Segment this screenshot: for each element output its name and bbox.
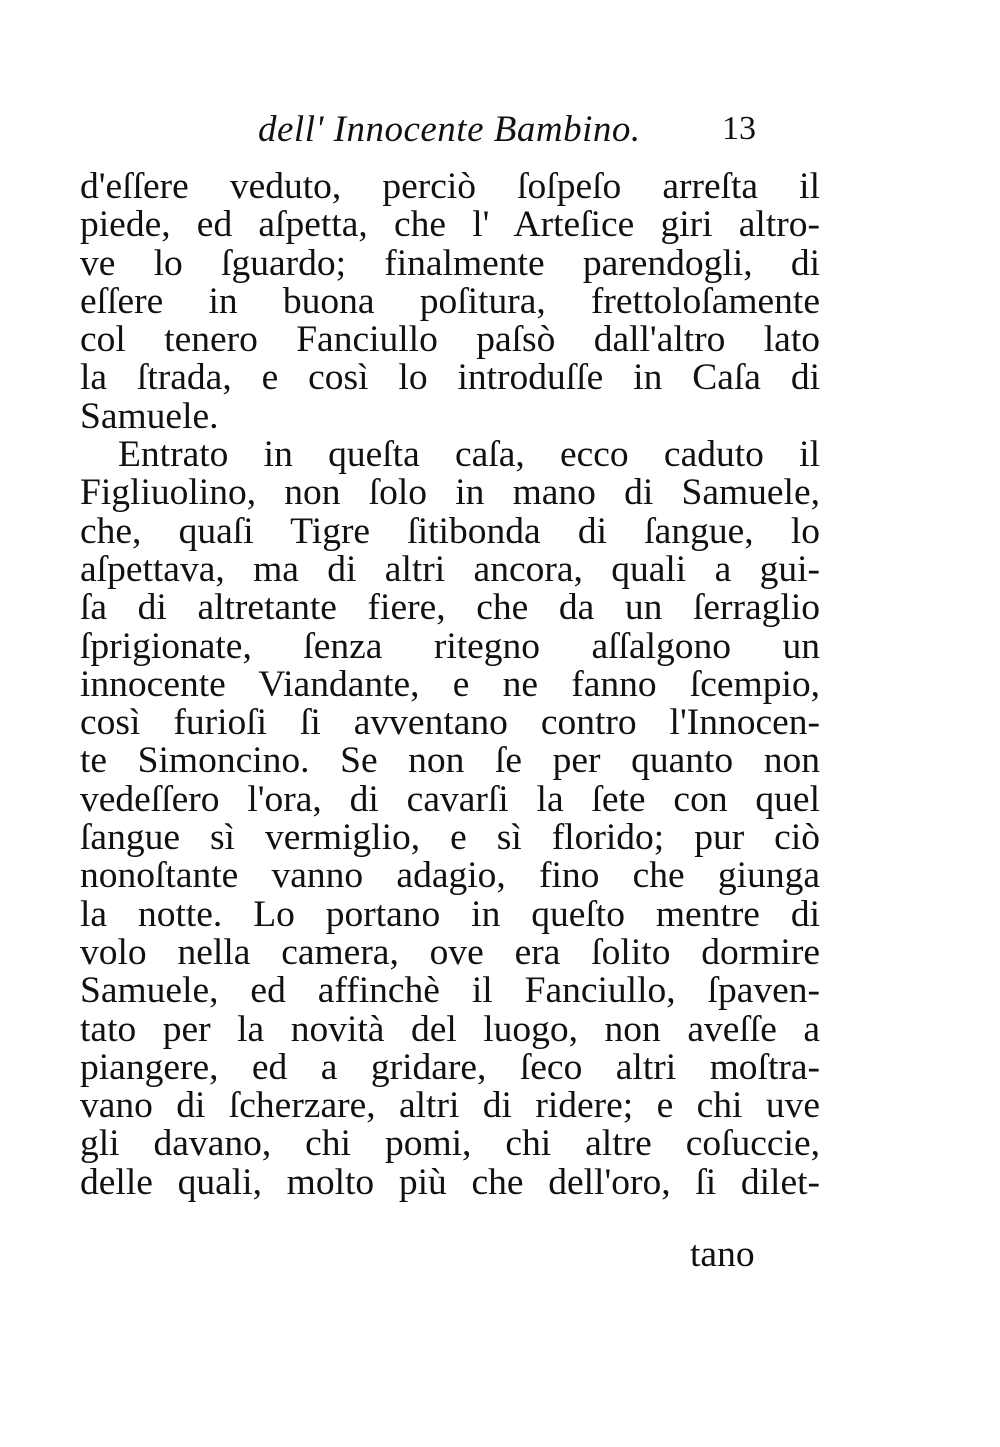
text-line: delle quali, molto più che dell'oro, ſi dilet-: [80, 1161, 820, 1203]
body-text: [80, 168, 820, 1202]
text-line: piangere, ed a gridare, ſeco altri moſtra-: [80, 1046, 820, 1088]
text-line: così furioſi ſi avventano contro l'Innocen-: [80, 702, 820, 744]
text-line: ſprigionate, ſenza ritegno aſſalgono un: [80, 625, 820, 667]
text-line: che, quaſi Tigre ſitibonda di ſangue, lo: [80, 510, 820, 552]
text-line: ſa di altretante fiere, che da un ſerraglio: [80, 587, 820, 629]
text-line: la notte. Lo portano in queſto mentre di: [80, 893, 820, 935]
text-line: Samuele, ed affinchè il Fanciullo, ſpaven-: [80, 970, 820, 1012]
text-line: col tenero Fanciullo paſsò dall'altro lato: [80, 319, 820, 361]
text-line: gli davano, chi pomi, chi altre coſuccie,: [80, 1123, 820, 1165]
paragraph-start-line: Entrato in queſta caſa, ecco caduto il: [118, 434, 820, 476]
page-number: 13: [722, 110, 756, 147]
text-line: nonoſtante vanno adagio, fino che giunga: [80, 855, 820, 897]
running-title: dell' Innocente Bambino.: [258, 109, 641, 150]
text-line: aſpettava, ma di altri ancora, quali a gui-: [80, 548, 820, 590]
text-line: piede, ed aſpetta, che l' Arteſice giri altro-: [80, 204, 820, 246]
text-line: tato per la novità del luogo, non aveſſe a: [80, 1008, 820, 1050]
text-line: ſangue sì vermiglio, e sì florido; pur ciò: [80, 817, 820, 859]
text-line: vano di ſcherzare, altri di ridere; e chi uve: [80, 1085, 820, 1127]
text-line: eſſere in buona poſitura, frettoloſamente: [80, 280, 820, 322]
text-line: volo nella camera, ove era ſolito dormire: [80, 931, 820, 973]
text-line: la ſtrada, e così lo introduſſe in Caſa di: [80, 357, 820, 399]
text-line: vedeſſero l'ora, di cavarſi la ſete con quel: [80, 778, 820, 820]
text-line: te Simoncino. Se non ſe per quanto non: [80, 740, 820, 782]
text-line: d'eſſere veduto, perciò ſoſpeſo arreſta il: [80, 166, 820, 207]
text-line: Samuele.: [80, 395, 219, 437]
text-line: Figliuolino, non ſolo in mano di Samuele,: [80, 472, 820, 514]
catchword: tano: [690, 1234, 755, 1275]
text-line: innocente Viandante, e ne fanno ſcempio,: [80, 663, 820, 705]
text-line: ve lo ſguardo; finalmente parendogli, di: [80, 242, 820, 284]
